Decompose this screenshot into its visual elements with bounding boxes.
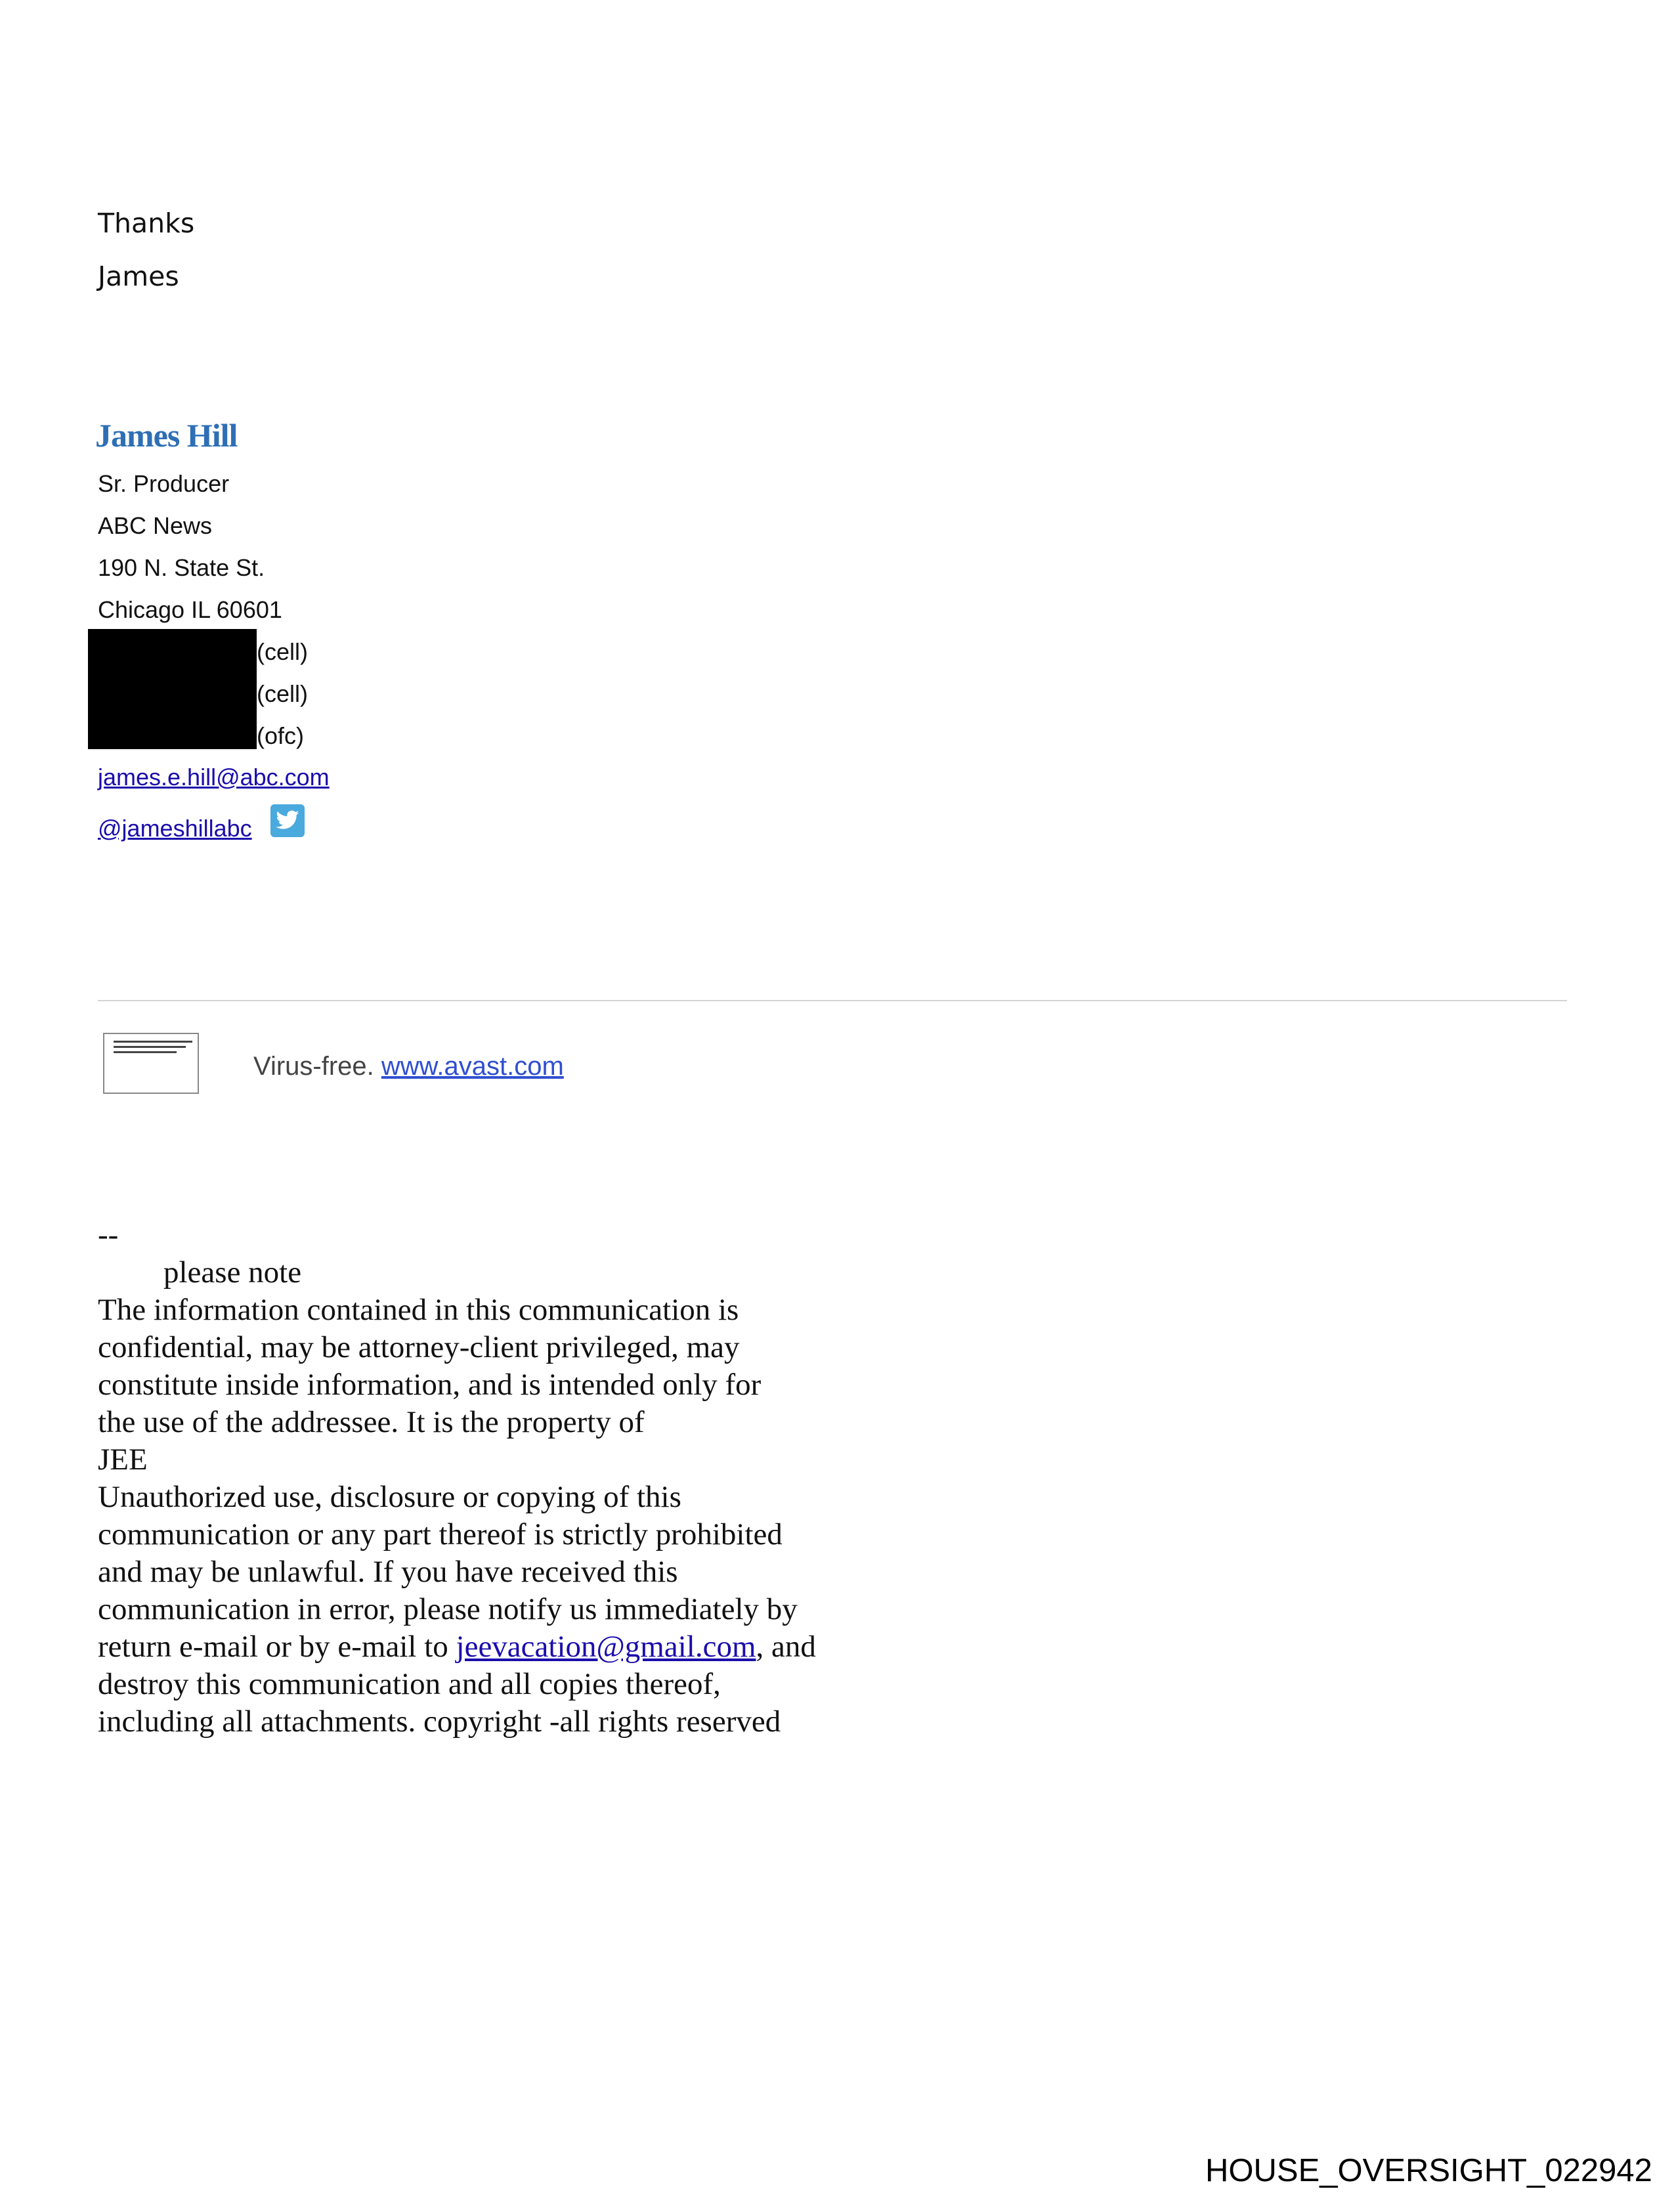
- disclaimer-line: communication or any part thereof is strictly prohibited: [98, 1517, 783, 1551]
- avast-badge-icon[interactable]: [103, 1033, 199, 1094]
- signature-company: ABC News: [98, 512, 213, 539]
- phone-label-cell-2: (cell): [257, 680, 308, 707]
- avast-line: [253, 1052, 564, 1081]
- phone-label-office: (ofc): [257, 722, 304, 749]
- disclaimer-block: [98, 1217, 816, 1741]
- email-link[interactable]: james.e.hill@abc.com: [98, 764, 330, 791]
- disclaimer-line: Unauthorized use, disclosure or copying of this: [98, 1480, 681, 1514]
- twitter-bird-glyph: [275, 810, 300, 831]
- disclaimer-line: destroy this communication and all copies thereof,: [98, 1667, 721, 1701]
- closing-thanks: Thanks: [98, 207, 195, 239]
- closing-name: James: [98, 261, 179, 292]
- badge-text-lines: [114, 1041, 192, 1056]
- disclaimer-line: the use of the addressee. It is the property of: [98, 1405, 645, 1439]
- disclaimer-line: confidential, may be attorney-client privileged, may: [98, 1330, 740, 1364]
- disclaimer-line: The information contained in this communication is: [98, 1293, 739, 1327]
- disclaimer-note: please note: [163, 1255, 302, 1290]
- disclaimer-line: and may be unlawful. If you have received this: [98, 1555, 678, 1589]
- twitter-handle-link[interactable]: @jameshillabc: [98, 815, 252, 842]
- signature-name: James Hill: [95, 417, 238, 454]
- section-divider: [98, 1000, 1567, 1001]
- document-id: HOUSE_OVERSIGHT_022942: [1205, 2153, 1652, 2188]
- disclaimer-line: including all attachments. copyright -all rights reserved: [98, 1704, 781, 1739]
- avast-label: Virus-free.: [253, 1052, 374, 1081]
- disclaimer-line: constitute inside information, and is intended only for: [98, 1368, 762, 1402]
- signature-title: Sr. Producer: [98, 470, 230, 497]
- avast-link[interactable]: www.avast.com: [381, 1052, 564, 1081]
- twitter-bird-icon[interactable]: [270, 804, 305, 837]
- disclaimer-text: return e-mail or by e-mail to: [98, 1630, 456, 1664]
- disclaimer-line: JEE: [98, 1442, 148, 1477]
- signature-street: 190 N. State St.: [98, 554, 265, 581]
- disclaimer-line: communication in error, please notify us immediately by: [98, 1592, 798, 1626]
- signature-city: Chicago IL 60601: [98, 596, 282, 623]
- phone-label-cell-1: (cell): [257, 638, 308, 665]
- disclaimer-separator: --: [98, 1218, 119, 1252]
- redaction-block: [88, 629, 257, 749]
- disclaimer-line-with-link: [98, 1628, 816, 1666]
- jeevacation-email-link[interactable]: jeevacation@gmail.com: [456, 1630, 756, 1664]
- disclaimer-text: , and: [756, 1630, 816, 1664]
